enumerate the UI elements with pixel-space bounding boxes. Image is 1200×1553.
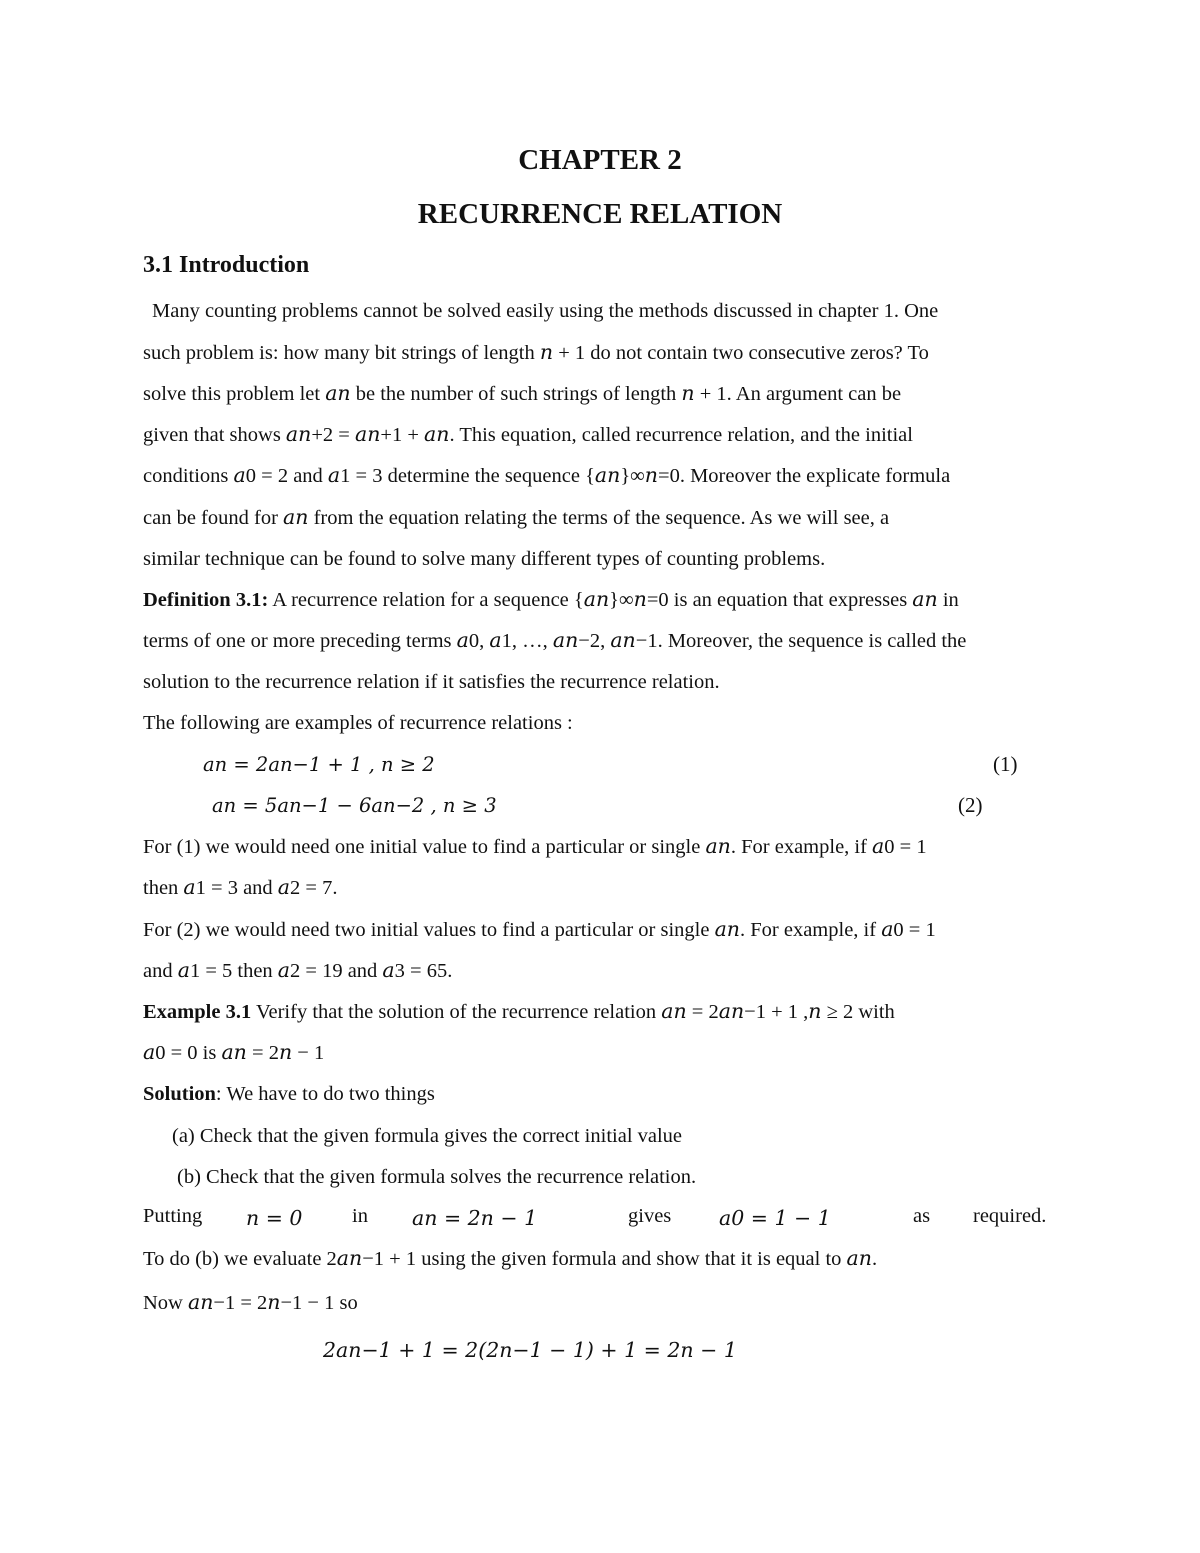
paragraph-line: Now 𝑎𝑛−1 = 2𝑛−1 − 1 so (143, 1292, 358, 1314)
paragraph-line: given that shows 𝑎𝑛+2 = 𝑎𝑛+1 + 𝑎𝑛. This equation, called recurrence relation, and the initial (143, 424, 913, 446)
paragraph-line: and 𝑎1 = 5 then 𝑎2 = 19 and 𝑎3 = 65. (143, 960, 453, 982)
paragraph-line: solve this problem let 𝑎𝑛 be the number of such strings of length 𝑛 + 1. An argument can be (143, 383, 902, 405)
paragraph-line: terms of one or more preceding terms 𝑎0, 𝑎1, …, 𝑎𝑛−2, 𝑎𝑛−1. Moreover, the sequence is called the (143, 630, 967, 652)
solution-line (143, 1080, 1059, 1108)
chapter-subtitle: RECURRENCE RELATION (417, 198, 783, 230)
definition-line (143, 586, 1059, 614)
equation-2-number: (2) (958, 793, 983, 817)
paragraph-line: such problem is: how many bit strings of length 𝑛 + 1 do not contain two consecutive zeros? To (143, 342, 929, 364)
paragraph-line: To do (b) we evaluate 2𝑎𝑛−1 + 1 using the given formula and show that it is equal to 𝑎𝑛. (143, 1248, 878, 1270)
paragraph-line: 𝑎0 = 0 is 𝑎𝑛 = 2𝑛 − 1 (143, 1042, 325, 1064)
putting-word: required. (973, 1205, 1047, 1227)
paragraph-line: conditions 𝑎0 = 2 and 𝑎1 = 3 determine the sequence {𝑎𝑛}∞𝑛=0. Moreover the explicate formula (143, 465, 951, 487)
paragraph-line: The following are examples of recurrence relations : (143, 712, 573, 734)
example-text: Verify that the solution of the recurrence relation 𝑎𝑛 = 2𝑎𝑛−1 + 1 ,𝑛 ≥ 2 with (251, 1001, 895, 1023)
paragraph-line: For (1) we would need one initial value to find a particular or single 𝑎𝑛. For example, if 𝑎0 = 1 (143, 836, 927, 858)
equation-1: 𝑎𝑛 = 2𝑎𝑛−1 + 1 , 𝑛 ≥ 2 (203, 753, 435, 776)
example-line (143, 998, 1059, 1026)
list-item: (a) Check that the given formula gives the correct initial value (172, 1125, 683, 1147)
putting-word: Putting (143, 1205, 203, 1227)
putting-math: 𝑎𝑛 = 2𝑛 − 1 (412, 1206, 538, 1230)
solution-text: : We have to do two things (215, 1083, 435, 1105)
paragraph-line: For (2) we would need two initial values to find a particular or single 𝑎𝑛. For example, if 𝑎0 = 1 (143, 919, 936, 941)
paragraph-line: then 𝑎1 = 3 and 𝑎2 = 7. (143, 877, 338, 899)
putting-math: 𝑛 = 0 (246, 1206, 303, 1230)
putting-word: gives (628, 1205, 672, 1227)
solution-label: Solution (143, 1083, 216, 1105)
putting-math: 𝑎0 = 1 − 1 (719, 1206, 831, 1230)
paragraph-line: can be found for 𝑎𝑛 from the equation relating the terms of the sequence. As we will see, a (143, 507, 890, 529)
chapter-title: CHAPTER 2 (518, 144, 682, 176)
paragraph-line: solution to the recurrence relation if it satisfies the recurrence relation. (143, 671, 720, 693)
paragraph-line: Many counting problems cannot be solved easily using the methods discussed in chapter 1. One (152, 300, 939, 322)
paragraph-line: similar technique can be found to solve many different types of counting problems. (143, 548, 826, 570)
final-equation: 2𝑎𝑛−1 + 1 = 2(2𝑛−1 − 1) + 1 = 2𝑛 − 1 (323, 1338, 737, 1362)
putting-word: in (352, 1205, 368, 1227)
example-label: Example 3.1 (143, 1001, 252, 1023)
definition-text: A recurrence relation for a sequence {𝑎𝑛}∞𝑛=0 is an equation that expresses 𝑎𝑛 in (268, 589, 959, 611)
equation-1-number: (1) (993, 752, 1018, 776)
equation-2: 𝑎𝑛 = 5𝑎𝑛−1 − 6𝑎𝑛−2 , 𝑛 ≥ 3 (212, 794, 497, 817)
list-item: (b) Check that the given formula solves the recurrence relation. (177, 1166, 697, 1188)
putting-word: as (913, 1205, 931, 1227)
definition-label: Definition 3.1: (143, 589, 269, 611)
section-heading: 3.1 Introduction (143, 252, 310, 278)
